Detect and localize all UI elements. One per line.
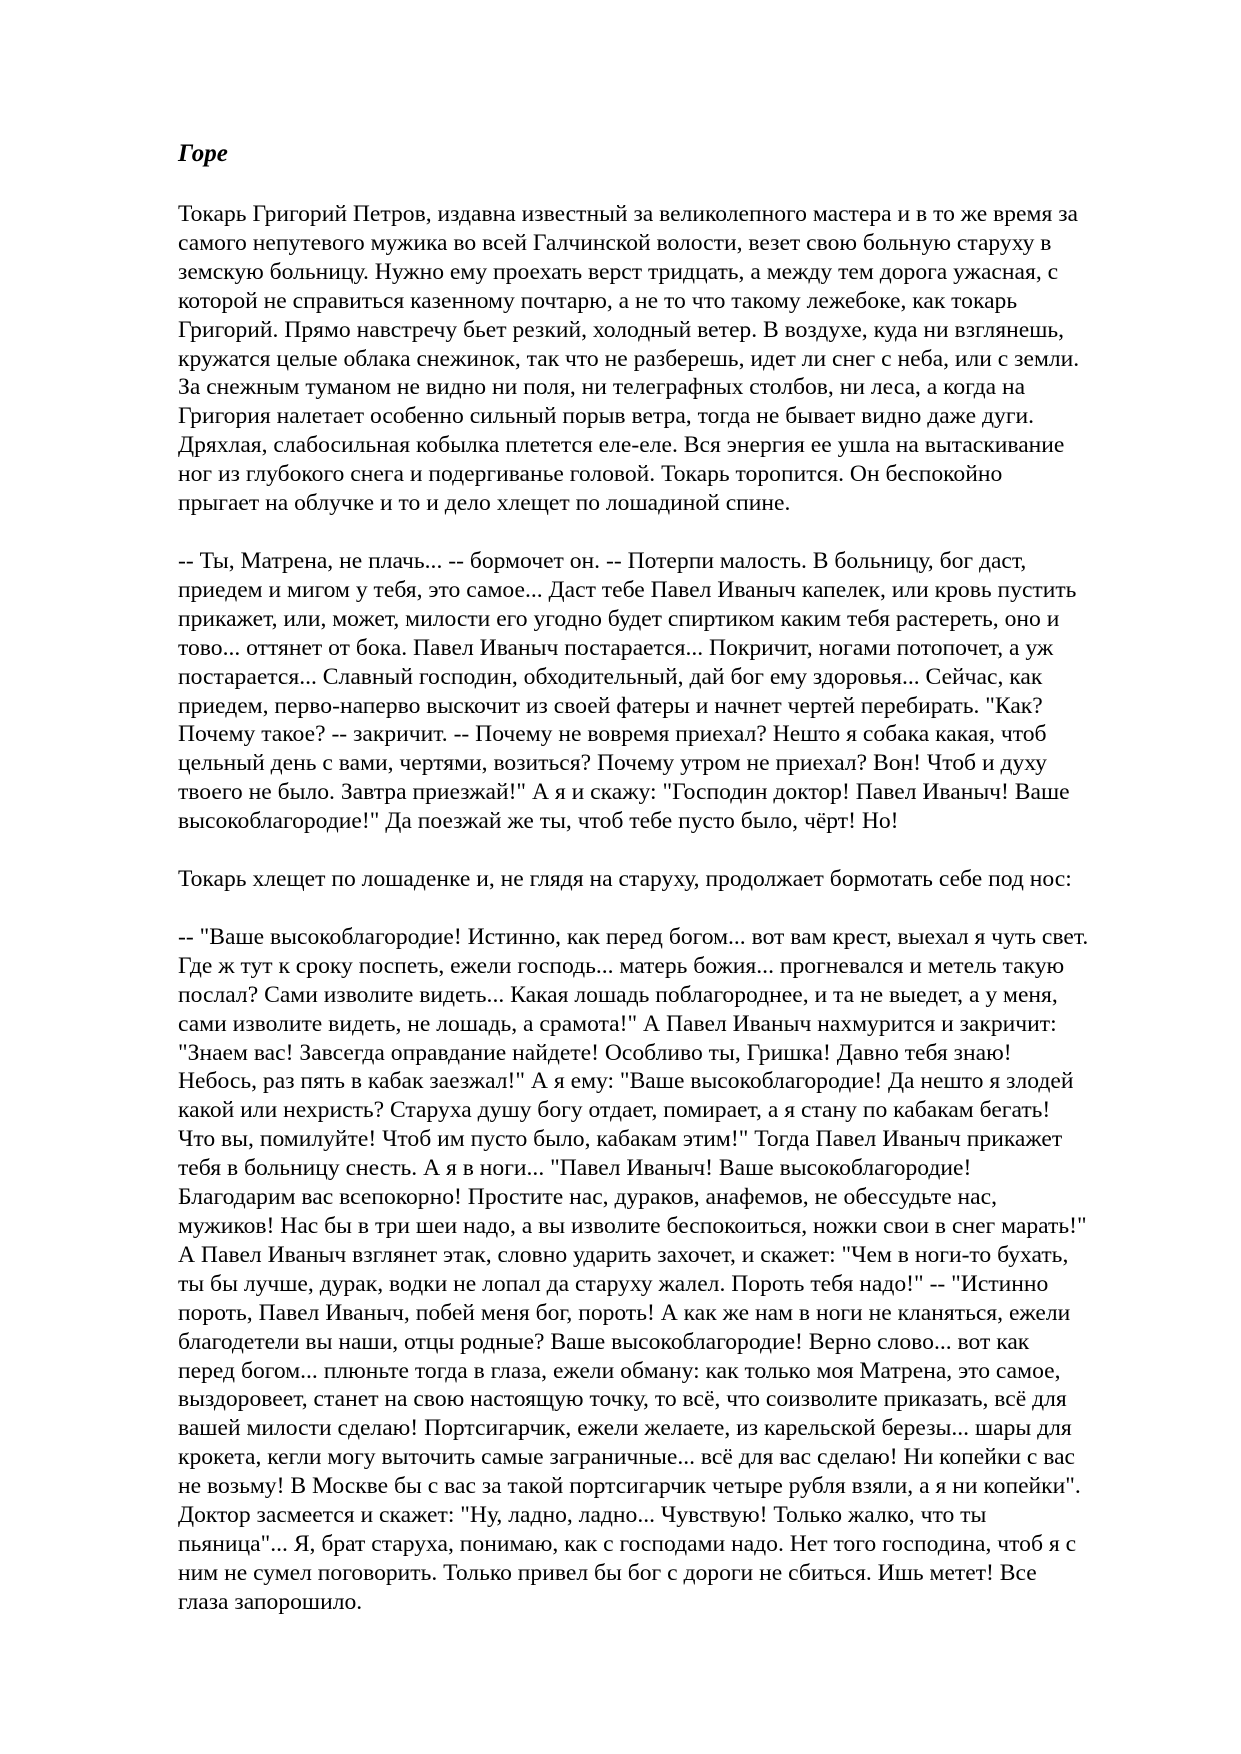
text-line: постарается... Славный господин, обходительный, дай бог ему здоровья... Сейчас, как bbox=[178, 663, 1043, 690]
text-line: "Знаем вас! Завсегда оправдание найдете! Особливо ты, Гришка! Давно тебя знаю! bbox=[178, 1039, 1012, 1066]
paragraph bbox=[178, 547, 1173, 836]
paragraph bbox=[178, 200, 1173, 518]
text-line: Доктор засмеется и скажет: "Ну, ладно, ладно... Чувствую! Только жалко, что ты bbox=[178, 1502, 987, 1529]
text-line: сами изволите видеть, не лошадь, а срамота!" А Павел Иваныч нахмурится и закричит: bbox=[178, 1010, 1057, 1037]
text-line: приедем и мигом у тебя, это самое... Даст тебе Павел Иваныч капелек, или кровь пустить bbox=[178, 576, 1077, 603]
text-line: перед богом... плюньте тогда в глаза, ежели обману: как только моя Матрена, это самое, bbox=[178, 1357, 1061, 1384]
document-title: Горе bbox=[178, 140, 228, 167]
text-line: Где ж тут к сроку поспеть, ежели господь... матерь божия... прогневался и метель такую bbox=[178, 952, 1065, 979]
text-line: пороть, Павел Иваныч, побей меня бог, пороть! А как же нам в ноги не кланяться, ежели bbox=[178, 1299, 1071, 1326]
text-line: вашей милости сделаю! Портсигарчик, ежели желаете, из карельской березы... шары для bbox=[178, 1415, 1072, 1442]
text-line: приедем, перво-наперво выскочит из своей фатеры и начнет чертей перебирать. "Как? bbox=[178, 692, 1043, 719]
text-line: послал? Сами изволите видеть... Какая лошадь поблагороднее, и та не выедет, а у меня, bbox=[178, 981, 1058, 1008]
paragraph bbox=[178, 865, 1173, 894]
text-line: земскую больницу. Нужно ему проехать верст тридцать, а между тем дорога ужасная, с bbox=[178, 258, 1059, 285]
text-line: Григория налетает особенно сильный порыв ветра, тогда не бывает видно даже дуги. bbox=[178, 403, 1035, 430]
text-line: цельный день с вами, чертями, возиться? Почему утром не приехал? Вон! Чтоб и духу bbox=[178, 750, 1047, 777]
text-line: кружатся целые облака снежинок, так что не разберешь, идет ли снег с неба, или с земли. bbox=[178, 345, 1080, 372]
text-line: прикажет, или, может, милости его угодно будет спиртиком каким тебя растереть, оно и bbox=[178, 605, 1060, 632]
text-line: -- Ты, Матрена, не плачь... -- бормочет он. -- Потерпи малость. В больницу, бог даст, bbox=[178, 547, 1027, 574]
text-line: крокета, кегли могу выточить самые заграничные... всё для вас сделаю! Ни копейки с вас bbox=[178, 1444, 1076, 1471]
text-line: не возьму! В Москве бы с вас за такой портсигарчик четыре рубля взяли, а я ни копейки". bbox=[178, 1473, 1081, 1500]
text-line: тебя в больницу снесть. А я в ноги... "Павел Иваныч! Ваше высокоблагородие! bbox=[178, 1155, 972, 1182]
text-line: мужиков! Нас бы в три шеи надо, а вы изволите беспокоиться, ножки свои в снег марать!" bbox=[178, 1213, 1087, 1239]
text-line: твоего не было. Завтра приезжай!" А я и скажу: "Господин доктор! Павел Иваныч! Ваше bbox=[178, 779, 1070, 806]
text-line: Небось, раз пять в кабак заезжал!" А я ему: "Ваше высокоблагородие! Да нешто я злодей bbox=[178, 1068, 1074, 1095]
text-line: ним не сумел поговорить. Только привел бы бог с дороги не сбиться. Ишь метет! Все bbox=[178, 1559, 1037, 1586]
text-line: прыгает на облучке и то и дело хлещет по лошадиной спине. bbox=[178, 490, 791, 517]
text-line: ты бы лучше, дурак, водки не лопал да старуху жалел. Пороть тебя надо!" -- "Истинно bbox=[178, 1270, 1049, 1297]
paragraph bbox=[178, 923, 1173, 1617]
text-line: ног из глубокого снега и подергиванье головой. Токарь торопится. Он беспокойно bbox=[178, 461, 1003, 488]
text-line: Токарь Григорий Петров, издавна известный за великолепного мастера и в то же время за bbox=[178, 201, 1079, 227]
text-line: -- "Ваше высокоблагородие! Истинно, как перед богом... вот вам крест, выехал я чуть свет. bbox=[178, 923, 1089, 950]
text-line: Благодарим вас всепокорно! Простите нас, дураков, анафемов, не обессудьте нас, bbox=[178, 1184, 998, 1211]
text-line: тово... оттянет от бока. Павел Иваныч постарается... Покричит, ногами потопочет, а уж bbox=[178, 634, 1054, 661]
text-line: высокоблагородие!" Да поезжай же ты, чтоб тебе пусто было, чёрт! Но! bbox=[178, 808, 899, 835]
text-line: Дряхлая, слабосильная кобылка плетется еле-еле. Вся энергия ее ушла на вытаскивание bbox=[178, 432, 1065, 459]
document-body bbox=[178, 200, 1173, 1646]
text-line: За снежным туманом не видно ни поля, ни телеграфных столбов, ни леса, а когда на bbox=[178, 374, 1026, 401]
text-line: Токарь хлещет по лошаденке и, не глядя на старуху, продолжает бормотать себе под нос: bbox=[178, 866, 1072, 893]
text-line: Что вы, помилуйте! Чтоб им пусто было, кабакам этим!" Тогда Павел Иваныч прикажет bbox=[178, 1126, 1063, 1153]
text-line: какой или нехристь? Старуха душу богу отдает, помирает, а я стану по кабакам бегать! bbox=[178, 1097, 1051, 1124]
text-line: пьяница"... Я, брат старуха, понимаю, как с господами надо. Нет того господина, чтоб я с bbox=[178, 1530, 1077, 1557]
text-line: Григорий. Прямо навстречу бьет резкий, холодный ветер. В воздухе, куда ни взглянешь, bbox=[178, 316, 1065, 343]
text-line: самого непутевого мужика во всей Галчинской волости, везет свою больную старуху в bbox=[178, 229, 1052, 256]
text-line: выздоровеет, станет на свою настоящую точку, то всё, что соизволите приказать, всё для bbox=[178, 1386, 1067, 1413]
text-line: благодетели вы наши, отцы родные? Ваше высокоблагородие! Верно слово... вот как bbox=[178, 1328, 1030, 1355]
text-line: глаза запорошило. bbox=[178, 1588, 363, 1615]
text-line: которой не справиться казенному почтарю, а не то что такому лежебоке, как токарь bbox=[178, 287, 1018, 314]
text-line: Почему такое? -- закричит. -- Почему не вовремя приехал? Нешто я собака какая, чтоб bbox=[178, 721, 1047, 748]
text-line: А Павел Иваныч взглянет этак, словно ударить захочет, и скажет: "Чем в ноги-то бухать, bbox=[178, 1241, 1069, 1268]
